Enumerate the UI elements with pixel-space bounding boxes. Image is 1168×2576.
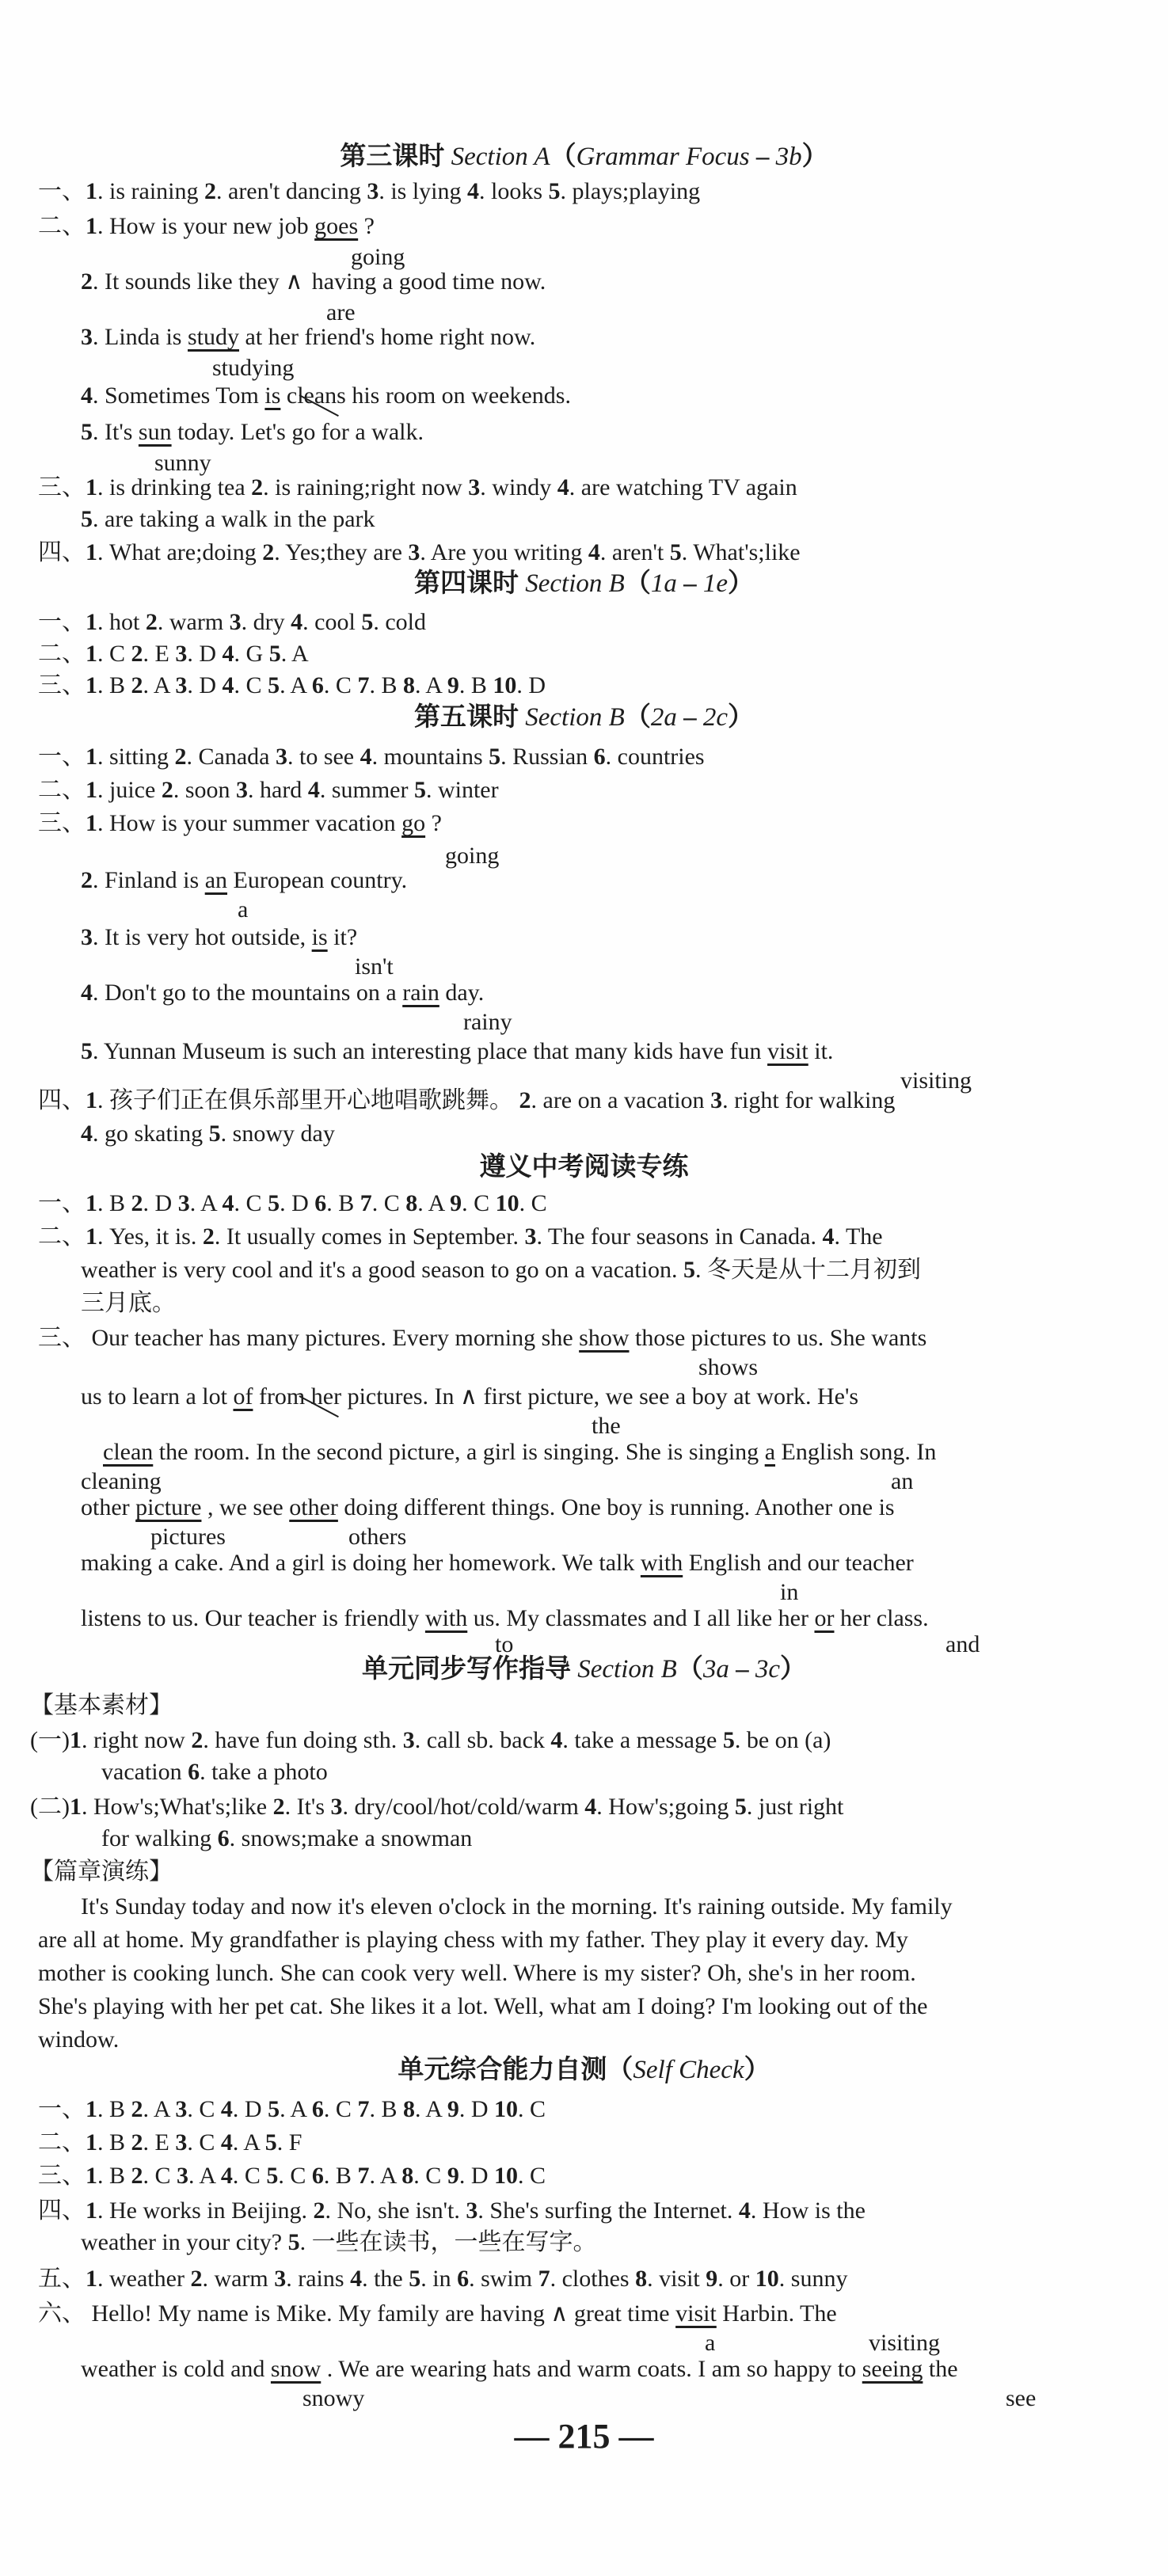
answer-line: 二、1. B 2. E 3. C 4. A 5. F — [38, 2129, 302, 2156]
answer-line: 六、 Hello! My name is Mike. My family are having ∧ great time visit Harbin. The — [38, 2300, 837, 2327]
answer-line: window. — [38, 2026, 120, 2053]
answer-line: other picture , we see other doing different things. One boy is running. Another one is — [81, 1494, 895, 1520]
correction-text: snowy — [302, 2385, 365, 2411]
answer-line: 三、1. B 2. C 3. A 4. C 5. C 6. B 7. A 8. C 9. D 10. C — [38, 2163, 546, 2189]
answer-line: 3. It is very hot outside, is it? — [81, 924, 358, 950]
answer-line: 二、1. How is your new job goes ? — [38, 213, 375, 239]
correction-text: in — [780, 1579, 799, 1605]
answer-line: 一、1. sitting 2. Canada 3. to see 4. mountains 5. Russian 6. countries — [38, 744, 705, 770]
answer-line: 一、1. B 2. A 3. C 4. D 5. A 6. C 7. B 8. A 9. D 10. C — [38, 2096, 546, 2122]
correction-text: see — [1006, 2385, 1037, 2411]
answer-line: 三、1. How is your summer vacation go ? — [38, 810, 442, 836]
answer-line: mother is cooking lunch. She can cook very well. Where is my sister? Oh, she's in her room. — [38, 1960, 916, 1986]
correction-text: others — [348, 1524, 407, 1550]
answer-line: 一、1. hot 2. warm 3. dry 4. cool 5. cold — [38, 609, 426, 635]
answer-line: 4. Don't go to the mountains on a rain day. — [81, 980, 485, 1006]
answer-line: listens to us. Our teacher is friendly with us. My classmates and I all like her or her class. — [81, 1605, 929, 1631]
section-heading: 第三课时 Section A（Grammar Focus – 3b） — [340, 143, 828, 171]
correction-text: going — [445, 843, 500, 869]
answer-line: 四、1. What are;doing 2. Yes;they are 3. Are you writing 4. aren't 5. What's;like — [38, 539, 801, 565]
correction-text: are — [326, 299, 356, 325]
correction-text: studying — [212, 355, 295, 381]
answer-line: 三月底。 — [81, 1290, 176, 1316]
correction-text: sunny — [154, 450, 211, 476]
correction-text: to — [495, 1631, 514, 1657]
correction-text: isn't — [355, 953, 394, 980]
answer-line: weather is cold and snow . We are wearing hats and warm coats. I am so happy to seeing the — [81, 2356, 958, 2382]
answer-line: 三、1. is drinking tea 2. is raining;right now 3. windy 4. are watching TV again — [38, 474, 797, 500]
section-heading: 单元综合能力自测（Self Check） — [398, 2056, 770, 2084]
answer-line: weather is very cool and it's a good season to go on a vacation. 5. 冬天是从十二月初到 — [81, 1257, 922, 1283]
answer-line: It's Sunday today and now it's eleven o'clock in the morning. It's raining outside. My family — [81, 1893, 953, 1920]
section-heading: 第五课时 Section B（2a – 2c） — [414, 703, 754, 732]
answer-line: 四、1. 孩子们正在俱乐部里开心地唱歌跳舞。 2. are on a vacation 3. right for walking — [38, 1087, 896, 1113]
answer-line: 2. Finland is an European country. — [81, 867, 408, 893]
answer-line: 2. It sounds like they ∧ having a good time now. — [81, 268, 546, 295]
answer-line: clean the room. In the second picture, a girl is singing. She is singing a English song. In — [103, 1439, 937, 1465]
answer-line: 5. are taking a walk in the park — [81, 506, 375, 532]
correction-text: a — [705, 2330, 716, 2356]
section-heading: 遵义中考阅读专练 — [479, 1153, 689, 1181]
correction-text: an — [891, 1468, 914, 1494]
correction-text: pictures — [150, 1524, 226, 1550]
section-heading: 单元同步写作指导 Section B（3a – 3c） — [362, 1655, 806, 1684]
answer-line: weather in your city? 5. 一些在读书，一些在写字。 — [81, 2229, 597, 2255]
answer-line: us to learn a lot of from her pictures. In ∧ first picture, we see a boy at work. He's — [81, 1383, 859, 1410]
correction-text: visiting — [900, 1067, 972, 1094]
answer-line: (一)1. right now 2. have fun doing sth. 3. call sb. back 4. take a message 5. be on (a) — [30, 1727, 831, 1753]
answer-line: 5. It's sun today. Let's go for a walk. — [81, 419, 424, 445]
answer-line: 3. Linda is study at her friend's home right now. — [81, 324, 536, 350]
answer-line: 二、1. Yes, it is. 2. It usually comes in September. 3. The four seasons in Canada. 4. The — [38, 1223, 883, 1250]
answer-line: She's playing with her pet cat. She likes it a lot. Well, what am I doing? I'm looking out of the — [38, 1993, 928, 2019]
answer-line: making a cake. And a girl is doing her homework. We talk with English and our teacher — [81, 1550, 914, 1576]
correction-text: and — [945, 1631, 980, 1657]
answer-line: 一、1. is raining 2. aren't dancing 3. is lying 4. looks 5. plays;playing — [38, 178, 701, 204]
correction-text: the — [592, 1413, 621, 1439]
answer-line: 5. Yunnan Museum is such an interesting place that many kids have fun visit it. — [81, 1038, 834, 1064]
answer-line: 三、1. B 2. A 3. D 4. C 5. A 6. C 7. B 8. A 9. B 10. D — [38, 672, 546, 698]
answer-line: vacation 6. take a photo — [101, 1759, 328, 1785]
answer-line: 二、1. juice 2. soon 3. hard 4. summer 5. winter — [38, 777, 499, 803]
correction-text: going — [351, 244, 405, 270]
answer-line: 五、1. weather 2. warm 3. rains 4. the 5. in 6. swim 7. clothes 8. visit 9. or 10. sunny — [38, 2266, 848, 2292]
answer-line: 【基本素材】 — [30, 1692, 173, 1718]
answer-line: 4. Sometimes Tom is cleans his room on weekends. — [81, 382, 571, 409]
answer-line: 一、1. B 2. D 3. A 4. C 5. D 6. B 7. C 8. A 9. C 10. C — [38, 1190, 547, 1216]
correction-text: visiting — [869, 2330, 941, 2356]
answer-line: 二、1. C 2. E 3. D 4. G 5. A — [38, 641, 309, 667]
correction-text: a — [238, 896, 249, 923]
correction-text: shows — [698, 1354, 759, 1380]
answer-line: (二)1. How's;What's;like 2. It's 3. dry/cool/hot/cold/warm 4. How's;going 5. just right — [30, 1794, 844, 1820]
answer-line: for walking 6. snows;make a snowman — [101, 1825, 473, 1851]
answer-line: 【篇章演练】 — [30, 1859, 173, 1885]
answer-line: 4. go skating 5. snowy day — [81, 1121, 335, 1147]
answer-line: are all at home. My grandfather is playing chess with my father. They play it every day. My — [38, 1927, 908, 1953]
answer-line: 四、1. He works in Beijing. 2. No, she isn't. 3. She's surfing the Internet. 4. How is the — [38, 2197, 866, 2224]
page-number: — 215 — — [514, 2417, 654, 2456]
correction-text: rainy — [463, 1009, 512, 1035]
section-heading: 第四课时 Section B（1a – 1e） — [414, 569, 754, 598]
correction-text: cleaning — [81, 1468, 162, 1494]
answer-line: 三、 Our teacher has many pictures. Every morning she show those pictures to us. She wants — [38, 1325, 927, 1351]
